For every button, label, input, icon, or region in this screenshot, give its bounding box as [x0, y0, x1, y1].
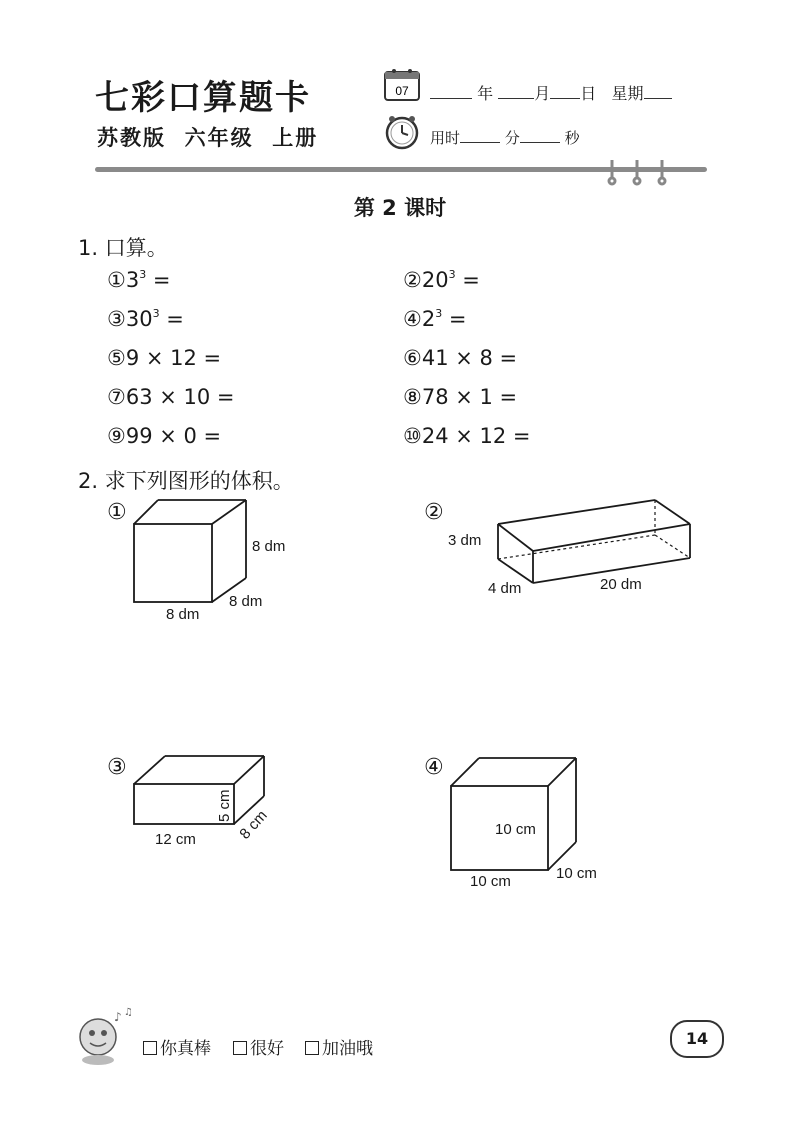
weekday-label: 星期 — [611, 84, 644, 103]
svg-text:♫: ♫ — [124, 1007, 133, 1018]
problem-exponent: 3 — [435, 307, 443, 320]
minutes-label: 分 — [504, 129, 520, 147]
rating-option-1[interactable]: 你真棒 — [143, 1034, 211, 1059]
problem-expression: 99 × 0 = — [125, 424, 222, 448]
problem-number: ⑤ — [107, 346, 126, 370]
mascot-icon — [70, 1005, 140, 1067]
problem-expression: 9 × 12 = — [125, 346, 222, 370]
fig1-width-label: 8 dm — [166, 606, 200, 623]
year-label: 年 — [477, 84, 494, 103]
fig3-length-label: 12 cm — [155, 831, 196, 848]
problem-equals: = — [159, 307, 184, 331]
question-1-title: 1. 口算。 — [78, 236, 168, 260]
day-label: 日 — [580, 84, 597, 103]
checkbox-icon[interactable] — [143, 1041, 157, 1055]
question-2-title: 2. 求下列图形的体积。 — [78, 469, 294, 493]
problem-number: ⑥ — [403, 346, 422, 370]
calendar-day: 07 — [395, 84, 409, 98]
time-prefix: 用时 — [430, 129, 461, 147]
fig2-length-label: 20 dm — [600, 576, 642, 593]
problem-exponent: 3 — [448, 268, 456, 281]
problem-expression: 41 × 8 = — [421, 346, 518, 370]
rating-option-2[interactable]: 很好 — [233, 1034, 284, 1059]
figure-3-number: ③ — [107, 755, 127, 780]
month-label: 月 — [534, 84, 551, 103]
fig2-height-label: 3 dm — [448, 532, 482, 549]
figure-3-box — [134, 756, 264, 824]
problem-exponent: 3 — [152, 307, 160, 320]
problem-expression: 3 — [125, 268, 140, 292]
fig3-depth-label: 8 cm — [236, 807, 271, 843]
fig2-width-label: 4 dm — [488, 580, 522, 597]
problem-number: ⑦ — [107, 385, 126, 409]
problem-number: ② — [403, 268, 422, 292]
fig1-depth-label: 8 dm — [229, 593, 263, 610]
problem-number: ⑧ — [403, 385, 422, 409]
fig4-height-label: 10 cm — [495, 821, 536, 838]
problem-expression: 20 — [421, 268, 449, 292]
problem-number: ⑨ — [107, 424, 126, 448]
problem-expression: 24 × 12 = — [421, 424, 531, 448]
lesson-title: 第 2 课时 — [353, 196, 447, 220]
figure-2-number: ② — [424, 500, 444, 525]
problem-number: ④ — [403, 307, 422, 331]
fig3-height-label: 5 cm — [216, 789, 233, 822]
problem-equals: = — [146, 268, 171, 292]
rating-option-3[interactable]: 加油哦 — [305, 1034, 373, 1059]
problem-expression: 30 — [125, 307, 153, 331]
logo-title: 七彩口算题卡 — [95, 78, 311, 118]
edition-label: 苏教版 六年级 上册 — [97, 126, 319, 150]
problem-number: ⑩ — [403, 424, 422, 448]
figure-2-box — [498, 500, 690, 583]
fig1-height-label: 8 dm — [252, 538, 286, 555]
problem-number: ① — [107, 268, 126, 292]
figure-1-number: ① — [107, 500, 127, 525]
fig4-depth-label: 10 cm — [556, 865, 597, 882]
problem-number: ③ — [107, 307, 126, 331]
svg-text:♪: ♪ — [114, 1010, 122, 1024]
figure-4-cube — [451, 758, 576, 870]
problem-expression: 2 — [421, 307, 436, 331]
problem-equals: = — [442, 307, 467, 331]
page-number: 14 — [670, 1020, 724, 1058]
checkbox-icon[interactable] — [233, 1041, 247, 1055]
figure-1-cube — [134, 500, 246, 602]
problem-exponent: 3 — [139, 268, 147, 281]
checkbox-icon[interactable] — [305, 1041, 319, 1055]
problem-equals: = — [455, 268, 480, 292]
fig4-width-label: 10 cm — [470, 873, 511, 890]
seconds-label: 秒 — [564, 129, 580, 147]
problem-expression: 78 × 1 = — [421, 385, 518, 409]
figure-4-number: ④ — [424, 755, 444, 780]
problem-expression: 63 × 10 = — [125, 385, 235, 409]
